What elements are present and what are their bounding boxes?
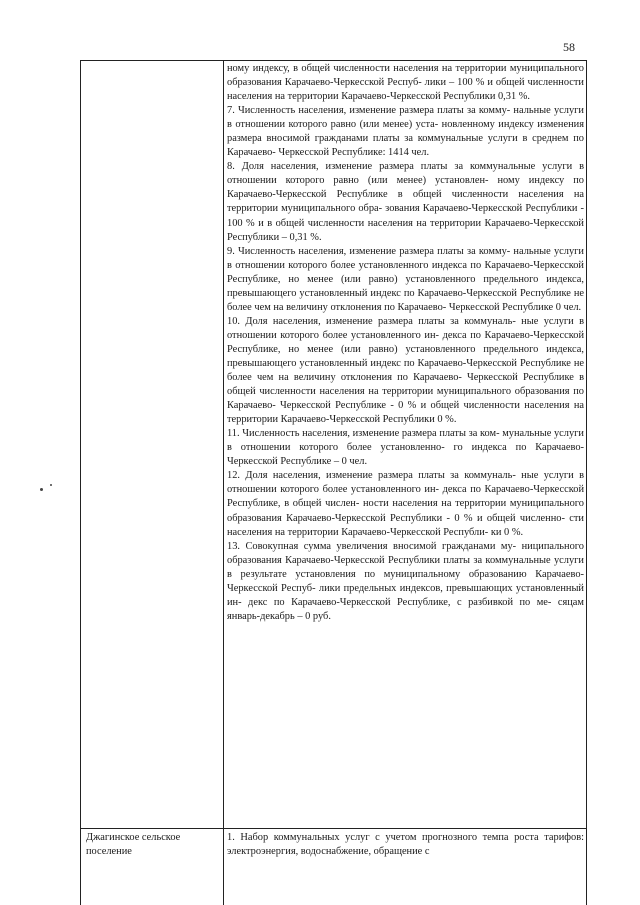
scan-artifact-dot [40, 488, 43, 491]
scan-artifact-dot [50, 484, 52, 486]
text-block: 8. Доля населения, изменение размера платы за коммунальные услуги в отношении которого равно (или менее) установлен- ному индексу по Карачаево-Черкесской Республике в общей численности населения на территории муниципального обра- зования Карачаево-Черкесской Республики - 100 % и в общей численности населения на территории Карачаево-Черкесской Республики – 0,31 %. [227, 161, 584, 243]
table-column-divider [223, 60, 224, 905]
settlement-details-cell [227, 831, 584, 859]
table-top-border [80, 60, 587, 61]
text-block: 1. Набор коммунальных услуг с учетом прогнозного темпа роста тарифов: электроэнергия, водоснабжение, обращение с [227, 832, 584, 858]
document-table [80, 60, 587, 905]
text-block: ному индексу, в общей численности населения на территории муниципального образования Карачаево-Черкесской Респуб- лики – 100 % и общей численности населения на территории Карачаево-Черкесской Республики 0,31 %. [227, 63, 584, 103]
page-number: 58 [563, 40, 575, 54]
settlement-name-cell [86, 831, 224, 859]
settlement-name: Джагинское сельское поселение [86, 832, 181, 858]
text-block: 9. Численность населения, изменение размера платы за комму- нальные услуги в отношении которого более установленного индекса по Карачаево-Черкесской Республике, но менее (или равно) установленного предельного индекса, превышающего установленный индекс по Карачаево-Черкесской Республике не более чем на величину отклонения по Карачаево- Черкесской Республике 0 чел. [227, 245, 584, 313]
table-row-divider [80, 828, 587, 829]
table-border-right [586, 60, 587, 905]
text-block: 10. Доля населения, изменение размера платы за коммуналь- ные услуги в отношении которого более установленного ин- декса по Карачаево-Черкесской Республике, но менее (или равно) установленного предельного индекса, превышающего установленный индекс по Карачаево-Черкесской Республике не более чем на величину отклонения по Карачаево- Черкесской Республике в общей численности населения на территории муниципального образования по Карачаево- Черкесской Республике - 0 % и общей численности населения на территории Карачаево-Черкесской Республики 0 %. [227, 315, 584, 426]
right-column-content [227, 62, 584, 624]
table-border-left [80, 60, 81, 905]
text-block: 13. Совокупная сумма увеличения вносимой гражданами му- ниципального образования Карачаево-Черкесской Республики платы за коммунальные услуги в результате установления по муниципальному образованию Карачаево-Черкесской Респуб- лики предельных индексов, превышающих установленный ин- декс по Карачаево-Черкесской Республике, с разбивкой по ме- сяцам январь-декабрь – 0 руб. [227, 540, 584, 622]
text-block: 12. Доля населения, изменение размера платы за коммуналь- ные услуги в отношении которого более установленного ин- декса по Карачаево-Черкесской Республике, в общей числен- ности населения на территории муниципального образования Карачаево-Черкесской Республики - 0 % и общей численно- сти населения на территории Карачаево-Черкесской Республи- ки 0 %. [227, 470, 584, 538]
text-block: 7. Численность населения, изменение размера платы за комму- нальные услуги в отношении которого равно (или менее) уста- новленному индексу изменения размера вносимой гражданами платы за коммунальные услуги в среднем по Карачаево- Черкесской Республике: 1414 чел. [227, 105, 584, 159]
text-block: 11. Численность населения, изменение размера платы за ком- мунальные услуги в отношении которого более установленно- го индекса по Карачаево-Черкесской Республике – 0 чел. [227, 428, 584, 468]
